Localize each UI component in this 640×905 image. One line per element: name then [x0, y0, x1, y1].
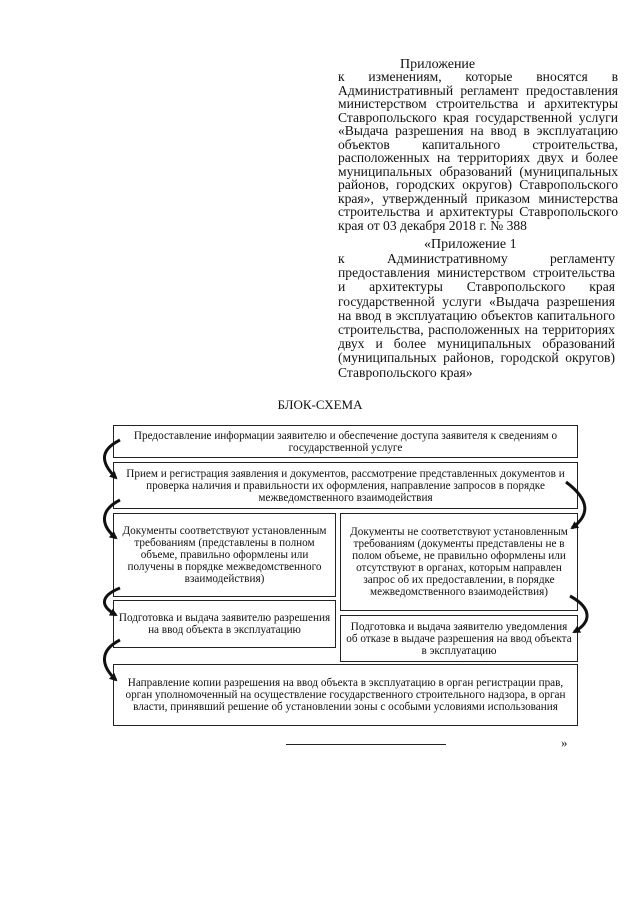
flow-box-copy-sending	[113, 664, 578, 726]
flow-box-reception	[113, 462, 578, 509]
appendix-title: Приложение	[400, 57, 476, 72]
flow-box-documents-invalid	[340, 513, 578, 611]
signature-line	[286, 744, 446, 745]
flow-box-copy-sending-text: Направление копии разрешения на ввод объекта в эксплуатацию в орган регистрации прав, орган уполномоченный на осуществление государственного строительного надзора, в орган власти, принявший решение об установлении зоны с особыми условиями использования	[125, 677, 566, 713]
flow-box-reception-text: Прием и регистрация заявления и документов, рассмотрение представленных документов и проверка наличия и правильности их оформления, направление запросов в порядке межведомственного взаимодействия	[126, 467, 565, 504]
flow-box-information-text: Предоставление информации заявителю и обеспечение доступа заявителя к сведениям о государственной услуге	[133, 429, 558, 454]
closing-quote: »	[561, 735, 568, 750]
flow-box-refusal-notice	[340, 615, 578, 662]
appendix-body: к изменениям, которые вносятся в Административный регламент предоставления министерством строительства и архитектуры Ставропольского края государственной услуги «Выдача разрешения на ввод в эксплуатацию объектов капитального строительства, расположенных на территориях двух и более муниципальных образований (муниципальных районов, городских округов) Ставропольского края», утвержденный приказом министерства строительства и архитектуры Ставропольского края от 03 декабря 2018 г. № 388	[338, 69, 618, 233]
appendix1-title: «Приложение 1	[424, 237, 517, 252]
flow-box-information	[113, 425, 578, 458]
flow-box-documents-invalid-text: Документы не соответствуют установленным требованиям (документы представлены не в полом объеме, не правильно оформлены или отсутствуют в органах, которым направлен запрос об их предоставлении, в порядке межведомственного взаимодействия)	[350, 526, 568, 598]
flow-box-documents-valid	[113, 513, 336, 597]
flow-box-permit-issue-text: Подготовка и выдача заявителю разрешения на ввод объекта в эксплуатацию	[118, 612, 331, 636]
flow-box-documents-valid-text: Документы соответствуют установленным требованиям (представлены в полном объеме, правильно оформлены или получены в порядке межведомственного взаимодействия)	[122, 525, 327, 585]
flow-box-permit-issue	[113, 600, 336, 648]
appendix1-body: к Административному регламенту предоставления министерством строительства и архитектуры Ставропольского края государственной услуги «Выдача разрешения на ввод в эксплуатацию объектов капитального строительства, расположенных на территориях двух и более муниципальных образований (муниципальных районов, городской округов) Ставропольского края»	[338, 251, 615, 380]
flow-box-refusal-notice-text: Подготовка и выдача заявителю уведомления об отказе в выдаче разрешения на ввод объекта в эксплуатацию	[346, 620, 572, 657]
scheme-title: БЛОК-СХЕМА	[277, 397, 363, 412]
